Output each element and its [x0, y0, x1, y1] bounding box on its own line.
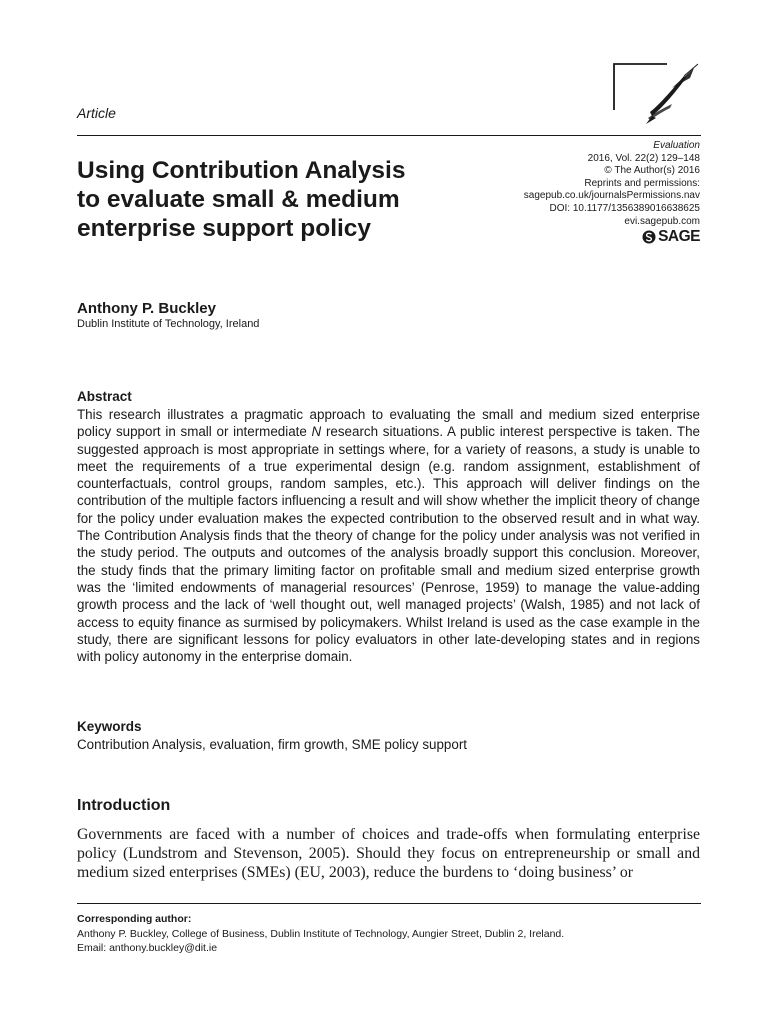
- sage-logo-icon: [642, 230, 656, 244]
- corresponding-author-details: [77, 927, 564, 955]
- introduction-heading: Introduction: [77, 797, 171, 814]
- journal-site-link[interactable]: evi.sagepub.com: [624, 215, 700, 227]
- paper-title: [77, 156, 497, 243]
- author-name: Anthony P. Buckley: [77, 300, 216, 317]
- volume-info: 2016, Vol. 22(2) 129–148: [587, 152, 700, 164]
- copyright: © The Author(s) 2016: [604, 165, 700, 177]
- publisher-name: SAGE: [658, 227, 700, 245]
- corresponding-email[interactable]: Email: anthony.buckley@dit.ie: [77, 942, 218, 954]
- footnote-rule: [77, 903, 701, 904]
- journal-metadata: [524, 140, 700, 249]
- title-line: to evaluate small & medium: [77, 186, 400, 213]
- permissions-link[interactable]: sagepub.co.uk/journalsPermissions.nav: [523, 190, 700, 202]
- abstract-text: [77, 406, 700, 665]
- author-affiliation: Dublin Institute of Technology, Ireland: [77, 318, 260, 330]
- title-line: Using Contribution Analysis: [77, 157, 406, 184]
- introduction-text: Governments are faced with a number of choices and trade-offs when formulating enterprise policy (Lundstrom and Stevenson, 2005). Should they focus on entrepreneurship or small and medium sized enterprises (SMEs) (EU, 2003), reduce the burdens to ‘doing business’ or: [77, 826, 700, 881]
- corresponding-author-heading: Corresponding author:: [77, 913, 192, 925]
- reprints-label: Reprints and permissions:: [584, 177, 700, 189]
- keywords-heading: Keywords: [77, 719, 142, 734]
- doi[interactable]: DOI: 10.1177/1356389016638625: [549, 202, 700, 214]
- sage-logo: [642, 227, 700, 245]
- journal-name: Evaluation: [653, 140, 700, 151]
- journal-logo-icon: [612, 62, 702, 128]
- article-type-label: Article: [77, 105, 116, 121]
- corresponding-address: Anthony P. Buckley, College of Business, Dublin Institute of Technology, Aungier Street, Dublin 2, Ireland.: [77, 928, 565, 940]
- title-line: enterprise support policy: [77, 215, 372, 242]
- header-rule: [77, 135, 701, 136]
- keywords-text: Contribution Analysis, evaluation, firm growth, SME policy support: [77, 737, 467, 752]
- abstract-text-part: research situations. A public interest perspective is taken. The suggested approach is most appropriate in settings where, for a variety of reasons, a study is unable to meet the requirements of a true experimental design (e.g. random assignment, establishment of counterfactuals, control groups, random samples, etc.). This approach will deliver findings on the contribution of the multiple factors influencing a result and will show whether the implicit theory of change for the policy under evaluation makes the expected contribution to the observed result and in what way. The Contribution Analysis finds that the theory of change for the policy under analysis was not verified in the study period. The outputs and outcomes of the analysis broadly support this conclusion. Moreover, the study finds that the primary limiting factor on profitable small and medium sized enterprise growth was the ‘limited endowments of managerial resources’ (Penrose, 1959) to manage the value-adding growth process and the lack of ‘well thought out, well managed projects’ (Walsh, 1985) and not lack of access to equity finance as surmised by policymakers. Whilst Ireland is used as the case example in the study, there are significant lessons for policy evaluators in other late-developing states and in regions with policy autonomy in the enterprise domain.: [77, 424, 700, 665]
- abstract-text-part: This research illustrates a pragmatic approach to evaluating the small and medium sized enterprise policy support in small or intermediate: [77, 407, 700, 440]
- abstract-heading: Abstract: [77, 389, 132, 404]
- abstract-n-symbol: N: [311, 424, 322, 440]
